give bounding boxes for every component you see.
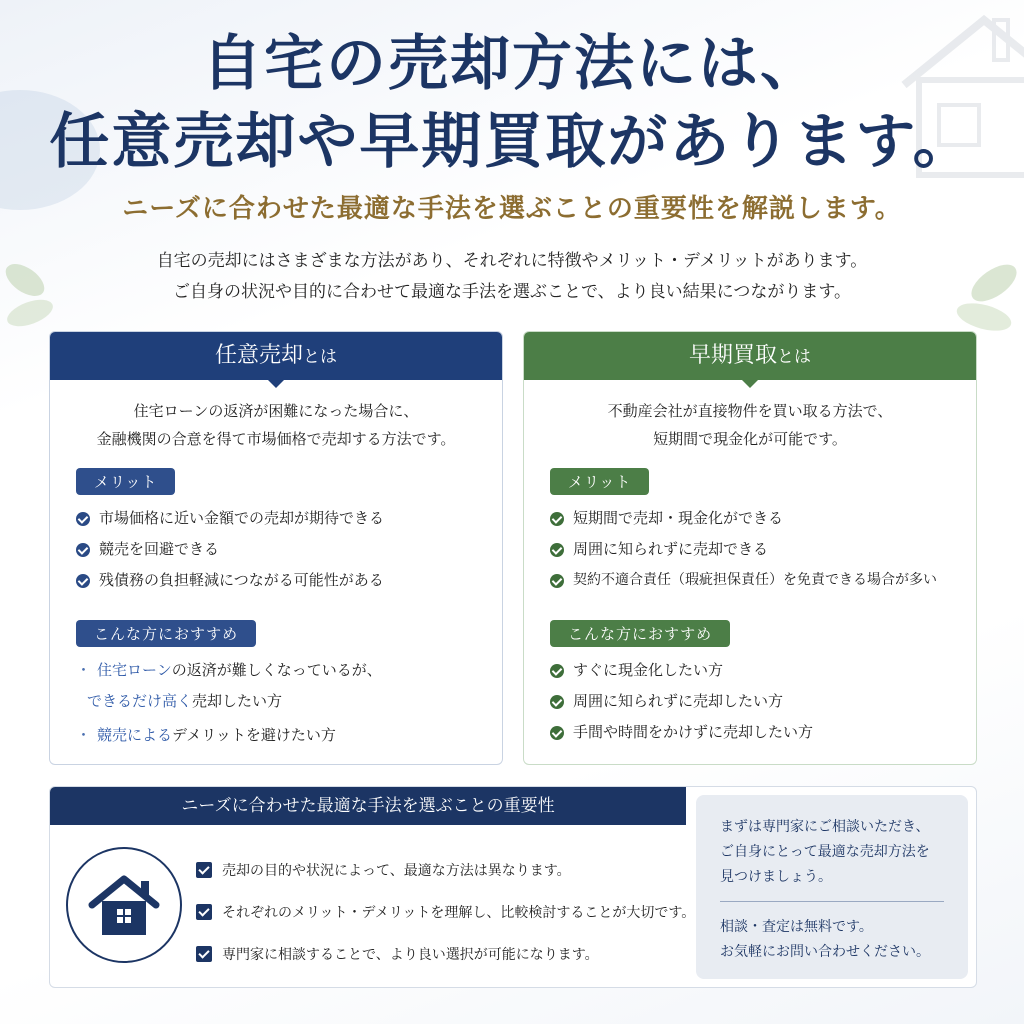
importance-panel [49, 786, 977, 988]
card-description [524, 397, 976, 453]
card-title: 任意売却 [214, 343, 303, 368]
merit-list [550, 503, 964, 596]
checkbox-checked-icon [196, 946, 212, 962]
merit-section [550, 468, 964, 596]
check-circle-icon [550, 574, 564, 588]
merit-list [76, 503, 490, 596]
recommend-label: こんな方におすすめ [550, 620, 730, 647]
importance-title: ニーズに合わせた最適な手法を選ぶことの重要性 [50, 787, 686, 825]
card-title-suffix: とは [303, 347, 337, 367]
list-item: すぐに現金化したい方 [550, 655, 964, 686]
check-circle-icon [550, 543, 564, 557]
check-circle-icon [76, 574, 90, 588]
checkbox-checked-icon [196, 862, 212, 878]
importance-points [196, 849, 695, 975]
card-description [50, 397, 502, 453]
check-circle-icon [550, 664, 564, 678]
check-circle-icon [550, 512, 564, 526]
list-item: それぞれのメリット・デメリットを理解し、比較検討することが大切です。 [196, 891, 695, 933]
consultation-box [696, 795, 968, 979]
recommend-list [76, 655, 490, 751]
recommend-list [550, 655, 964, 748]
subtitle: ニーズに合わせた最適な手法を選ぶことの重要性を解説します。 [122, 194, 902, 224]
intro-line-2: ご自身の状況や目的に合わせて最適な手法を選ぶことで、より良い結果につながります。 [173, 282, 851, 302]
list-item-continued: できるだけ高く売却したい方 [87, 692, 283, 710]
list-item: 残債務の負担軽減につながる可能性がある [76, 565, 490, 596]
card-header [524, 332, 976, 380]
intro-line-1: 自宅の売却にはさまざまな方法があり、それぞれに特徴やメリット・デメリットがあります。 [156, 251, 868, 271]
recommend-label: こんな方におすすめ [76, 620, 256, 647]
voluntary-sale-card [49, 331, 503, 765]
free-consultation-text: 相談・査定は無料です。 お気軽にお問い合わせください。 [720, 919, 930, 960]
merit-section [76, 468, 490, 596]
intro-text [0, 246, 1024, 308]
merit-label: メリット [550, 468, 649, 495]
divider [720, 901, 944, 902]
list-item: 手間や時間をかけずに売却したい方 [550, 717, 964, 748]
merit-label: メリット [76, 468, 175, 495]
desc-line-2: 短期間で現金化が可能です。 [653, 430, 847, 448]
heading-line-2: 任意売却や早期買取があります。 [49, 107, 975, 177]
card-header [50, 332, 502, 380]
main-heading [0, 25, 1024, 181]
list-item: 契約不適合責任（瑕疵担保責任）を免責できる場合が多い [550, 565, 964, 596]
card-title-suffix: とは [777, 347, 811, 367]
list-item: ・ 住宅ローンの返済が難しくなっているが、 [76, 661, 382, 679]
heading-line-1: 自宅の売却方法には、 [202, 29, 822, 99]
desc-line-1: 不動産会社が直接物件を買い取る方法で、 [607, 402, 893, 420]
recommend-section [76, 620, 490, 751]
check-circle-icon [550, 726, 564, 740]
checkbox-checked-icon [196, 904, 212, 920]
consultation-text: まずは専門家にご相談いただき、 ご自身にとって最適な売却方法を 見つけましょう。 [720, 819, 930, 885]
recommend-section [550, 620, 964, 748]
list-item: 市場価格に近い金額での売却が期待できる [76, 503, 490, 534]
house-icon [66, 847, 182, 963]
list-item: 周囲に知られずに売却できる [550, 534, 964, 565]
early-purchase-card [523, 331, 977, 765]
check-circle-icon [76, 512, 90, 526]
list-item: 競売を回避できる [76, 534, 490, 565]
desc-line-1: 住宅ローンの返済が困難になった場合に、 [133, 402, 419, 420]
list-item: ・ 競売によるデメリットを避けたい方 [76, 726, 336, 744]
check-circle-icon [550, 695, 564, 709]
check-circle-icon [76, 543, 90, 557]
list-item: 売却の目的や状況によって、最適な方法は異なります。 [196, 849, 695, 891]
list-item: 短期間で売却・現金化ができる [550, 503, 964, 534]
card-title: 早期買取 [688, 343, 777, 368]
desc-line-2: 金融機関の合意を得て市場価格で売却する方法です。 [96, 430, 456, 448]
list-item: 専門家に相談することで、より良い選択が可能になります。 [196, 933, 695, 975]
list-item: 周囲に知られずに売却したい方 [550, 686, 964, 717]
